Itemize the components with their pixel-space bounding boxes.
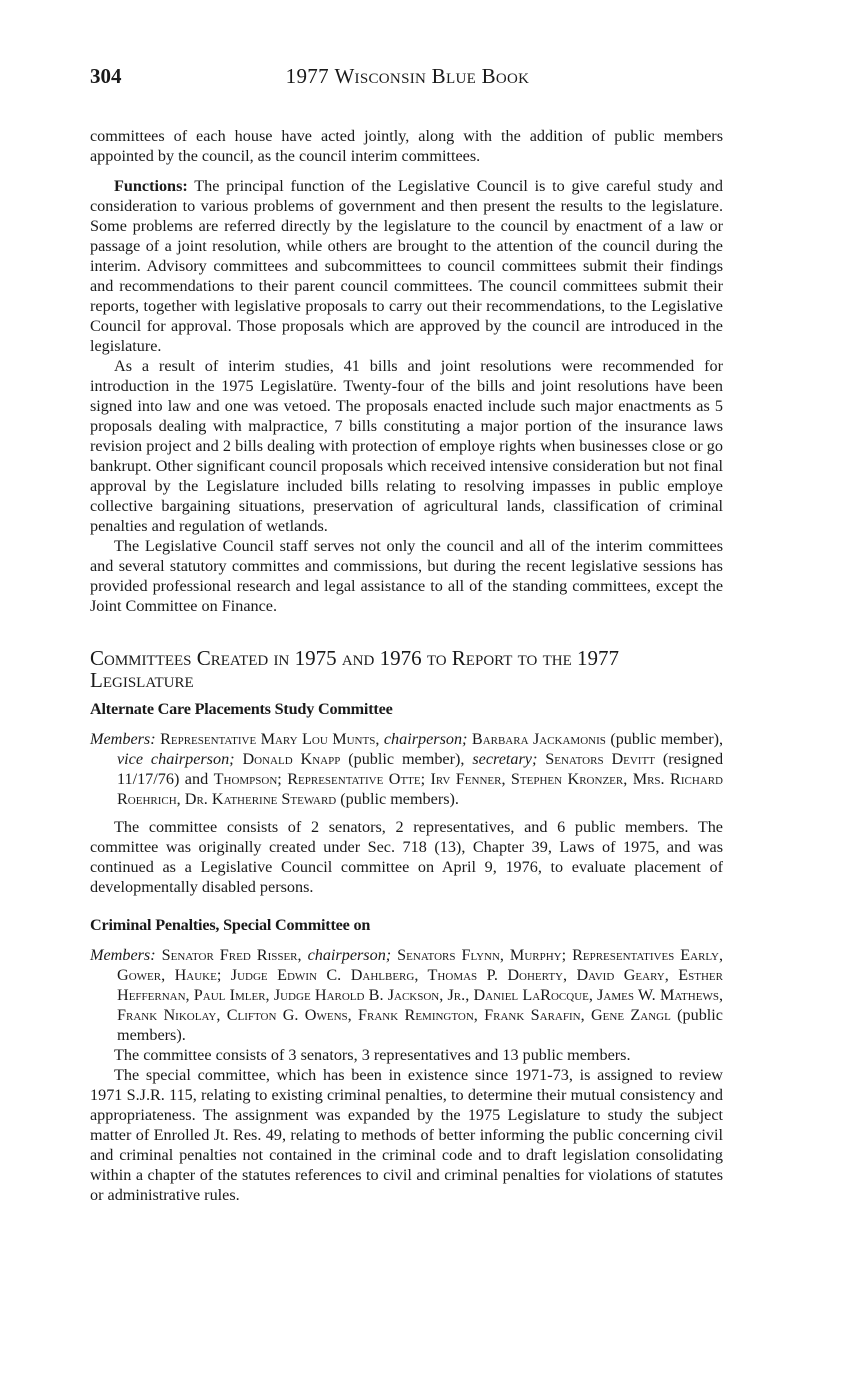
- section-heading: Committees Created in 1975 and 1976 to Report to the 1977 Legislature: [90, 646, 620, 692]
- member-role: vice chairperson;: [117, 750, 235, 768]
- member-name: Barbara Jackamonis: [471, 730, 606, 748]
- committee-title-criminal-penalties: Criminal Penalties, Special Committee on: [90, 916, 371, 934]
- committee-description-alternate-care: The committee consists of 2 senators, 2 representatives, and 6 public members. The committee was originally created under Sec. 718 (13), Chapter 39, Laws of 1975, and was continued as a Legislative Council committee on April 9, 1976, to evaluate placement of developmentally disabled persons.: [90, 818, 723, 896]
- functions-label: Functions:: [114, 177, 188, 195]
- interim-studies-paragraph: As a result of interim studies, 41 bills and joint resolutions were recommended for introduction in the 1975 Legislatüre. Twenty-four of the bills and joint resolutions have been signed into law and one was vetoed. The proposals enacted include such major enactments as 5 proposals dealing with malpractice, 7 bills constituting a major portion of the insurance laws revision project and 2 bills dealing with protection of employe rights when businesses close or go bankrupt. Other significant council proposals which received intensive consideration but not final approval by the Legislature included bills relating to resolving impasses in public employe collective bargaining situations, preservation of agricultural lands, classification of criminal penalties and regulation of wetlands.: [90, 357, 723, 535]
- member-name: Senators Devitt: [545, 750, 655, 768]
- page-number: 304: [90, 64, 122, 88]
- member-note: (resigned 11/17/76) and: [117, 750, 724, 788]
- member-role: chairperson;: [383, 730, 468, 748]
- page-body: [90, 126, 723, 1205]
- member-note: (public member),: [348, 750, 465, 768]
- member-name: Representative Mary Lou Munts,: [160, 730, 380, 748]
- running-title: [90, 64, 725, 89]
- functions-paragraph: [90, 176, 723, 356]
- functions-text: The principal function of the Legislative Council is to give careful study and consideration to various problems of government and then present the results to the legislature. Some problems are referred directly by the legislature to the council by enactment of a law or passage of a joint resolution, while others are brought to the attention of the council during the interim. Advisory committees and subcommittees to council committees submit their findings and recommendations to their parent council committees. The council committees submit their reports, together with legislative proposals to carry out their recommendations, to the Legislative Council for approval. Those proposals which are approved by the council are introduced in the legislature.: [90, 177, 723, 355]
- intro-paragraph: committees of each house have acted jointly, along with the addition of public members appointed by the council, as the council interim committees.: [90, 127, 723, 165]
- member-name: Thompson; Representative Otte; Irv Fenner, Stephen Kronzer, Mrs. Richard Roehrich, Dr. Katherine Steward: [117, 770, 724, 808]
- committee-composition-criminal-penalties: The committee consists of 3 senators, 3 representatives and 13 public members.: [114, 1046, 631, 1064]
- committee-members-alternate-care: [90, 729, 723, 809]
- member-name: Senators Flynn, Murphy; Representatives Early, Gower, Hauke; Judge Edwin C. Dahlberg, Thomas P. Doherty, David Geary, Esther Heffernan, Paul Imler, Judge Harold B. Jackson, Jr., Daniel LaRocque, James W. Mathews, Frank Nikolay, Clifton G. Owens, Frank Remington, Frank Sarafin, Gene Zangl: [117, 946, 724, 1024]
- member-note: (public member),: [610, 730, 724, 748]
- members-label: Members:: [90, 730, 156, 748]
- staff-paragraph: The Legislative Council staff serves not only the council and all of the interim committees and several statutory committes and commissions, but during the recent legislative sessions has provided professional research and legal assistance to all of the standing committees, except the Joint Committee on Finance.: [90, 537, 723, 615]
- member-role: chairperson;: [307, 946, 392, 964]
- running-title-year: 1977: [285, 64, 329, 88]
- member-note: (public members).: [117, 1006, 723, 1044]
- page-header: [90, 64, 725, 96]
- member-role: secretary;: [472, 750, 538, 768]
- member-note: (public members).: [340, 790, 459, 808]
- member-name: Senator Fred Risser,: [161, 946, 302, 964]
- committee-members-criminal-penalties: [90, 945, 723, 1045]
- committee-title-alternate-care: Alternate Care Placements Study Committee: [90, 700, 393, 718]
- committee-description-criminal-penalties: The special committee, which has been in existence since 1971-73, is assigned to review 1971 S.J.R. 115, relating to existing criminal penalties, to determine their mutual consistency and appropriateness. The assignment was expanded by the 1975 Legislature to study the subject matter of Enrolled Jt. Res. 49, relating to methods of better informing the public concerning civil and criminal penalties not contained in the criminal code and to draft legislation consolidating within a chapter of the statutes references to civil and criminal penalties for violations of statutes or administrative rules.: [90, 1066, 723, 1204]
- running-title-book: Wisconsin Blue Book: [334, 64, 530, 88]
- members-label: Members:: [90, 946, 156, 964]
- member-name: Donald Knapp: [242, 750, 341, 768]
